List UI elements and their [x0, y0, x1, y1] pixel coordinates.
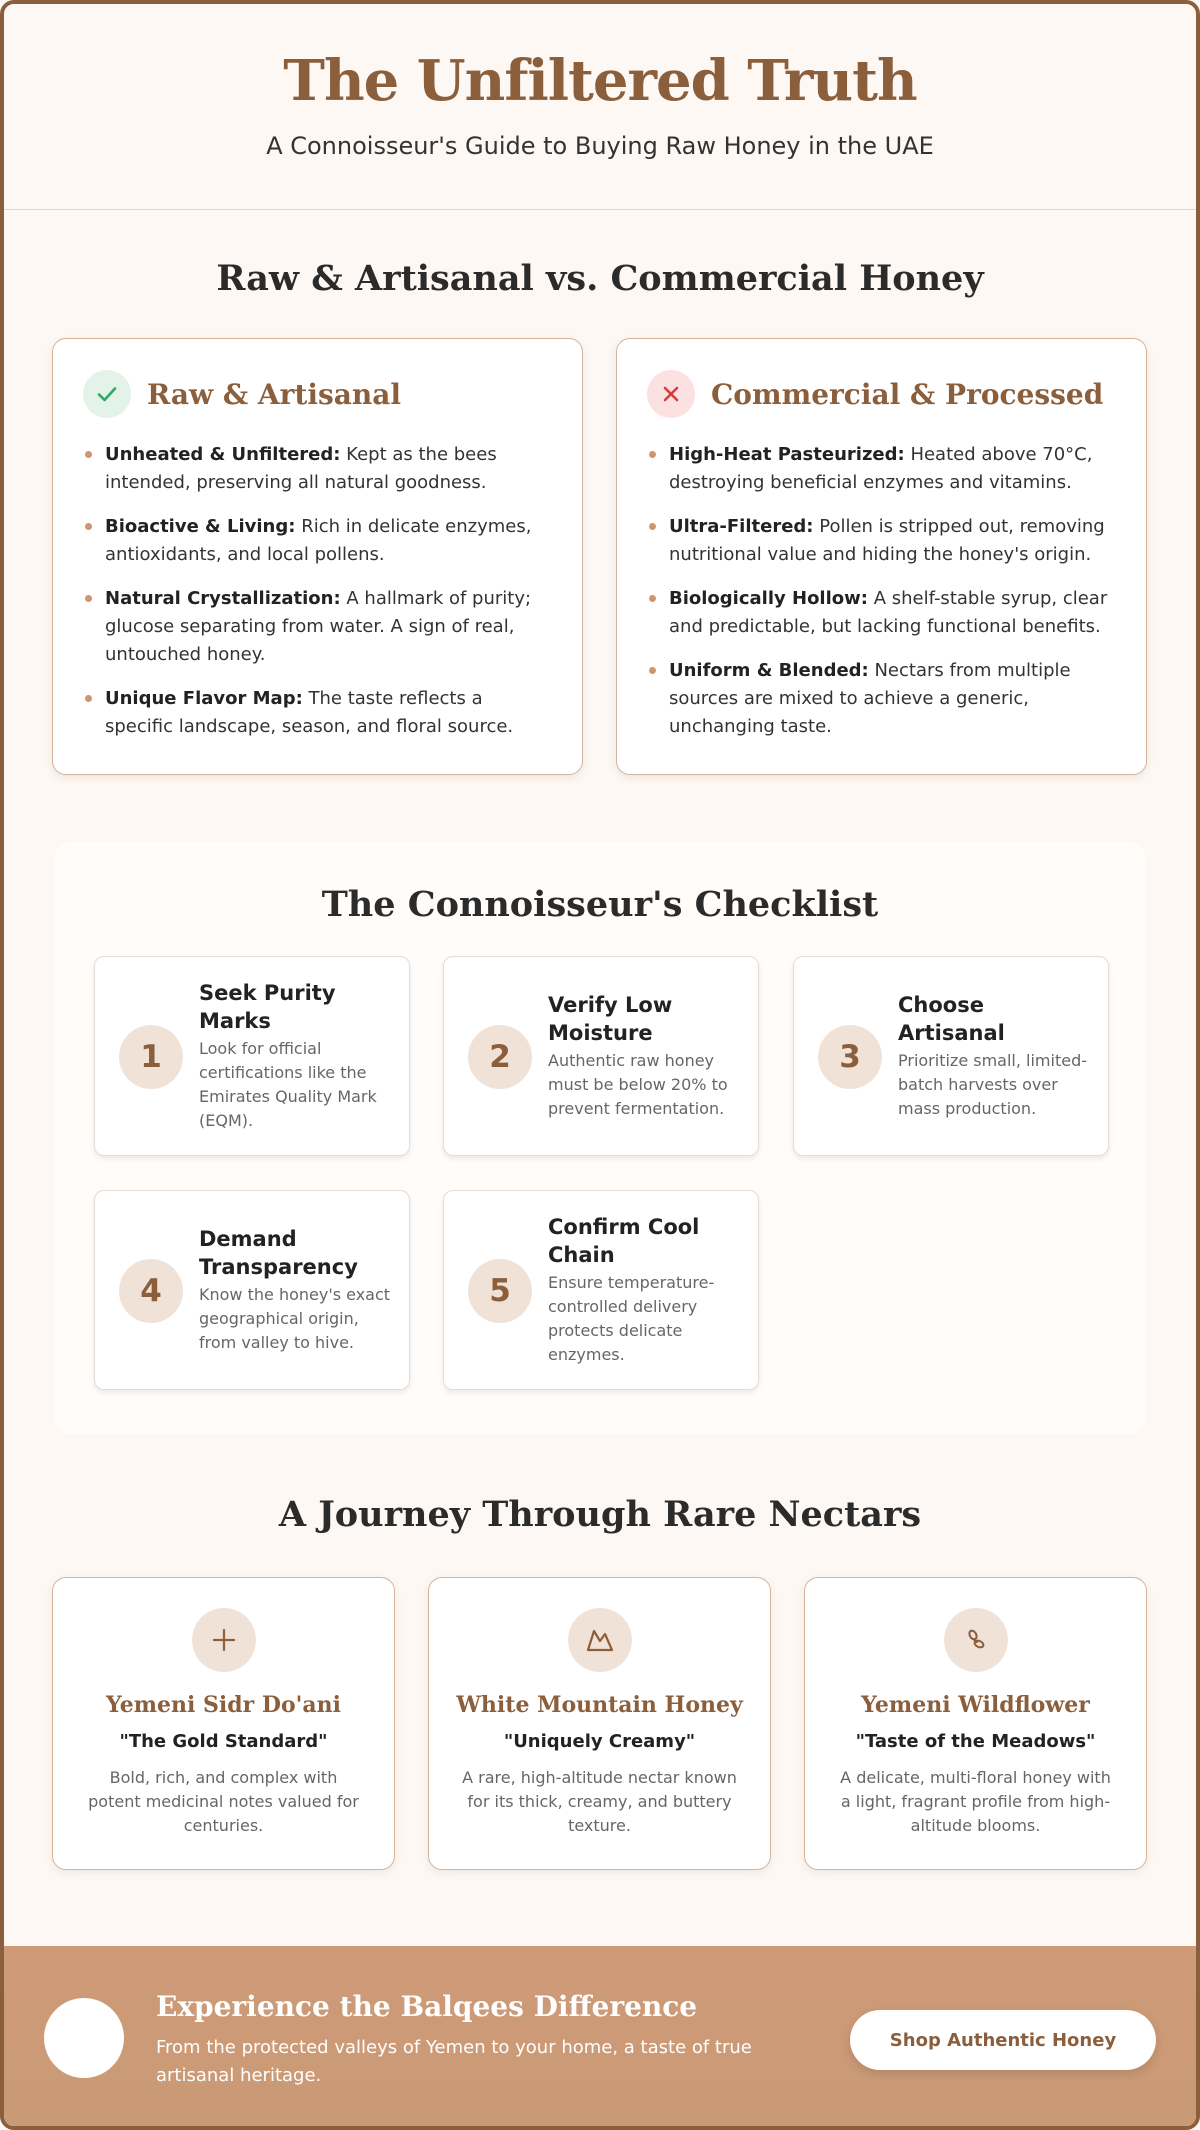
commercial-card-title: Commercial & Processed [711, 377, 1104, 411]
nectar-name: Yemeni Wildflower [861, 1692, 1090, 1718]
step-desc: Prioritize small, limited-batch harvests over mass production. [898, 1051, 1088, 1118]
raw-card-title: Raw & Artisanal [147, 377, 402, 411]
step-title: Confirm Cool Chain [548, 1215, 700, 1267]
nectar-desc: A delicate, multi-floral honey with a light, fragrant profile from high-altitude blooms. [840, 1768, 1111, 1835]
step-desc: Look for official certifications like the Emirates Quality Mark (EQM). [199, 1039, 377, 1130]
cta-banner [4, 1946, 1196, 2130]
step-number: 2 [468, 1025, 532, 1089]
checklist-panel [54, 842, 1146, 1434]
step-desc: Ensure temperature-controlled delivery protects delicate enzymes. [548, 1273, 715, 1364]
mountain-icon [568, 1608, 632, 1672]
nectar-tagline: "The Gold Standard" [119, 1731, 328, 1752]
nectar-card [52, 1577, 395, 1870]
raw-card [52, 338, 583, 775]
step-number: 1 [119, 1025, 183, 1089]
checklist-step [443, 956, 759, 1156]
checklist-step [94, 956, 410, 1156]
list-item: Uniform & Blended: Nectars from multiple sources are mixed to achieve a generic, unchanging taste. [647, 657, 1116, 741]
list-item: Ultra-Filtered: Pollen is stripped out, removing nutritional value and hiding the honey's origin. [647, 513, 1116, 569]
step-desc: Know the honey's exact geographical origin, from valley to hive. [199, 1285, 391, 1352]
checklist-step [793, 956, 1109, 1156]
comparison-title: Raw & Artisanal vs. Commercial Honey [216, 258, 984, 299]
brand-logo [44, 1998, 124, 2078]
nectar-tagline: "Uniquely Creamy" [503, 1731, 696, 1752]
nectar-card [428, 1577, 771, 1870]
commercial-list [647, 441, 1116, 741]
nectar-name: Yemeni Sidr Do'ani [105, 1692, 342, 1718]
nectar-tagline: "Taste of the Meadows" [855, 1731, 1096, 1752]
nectars-title: A Journey Through Rare Nectars [278, 1494, 922, 1535]
step-desc: Authentic raw honey must be below 20% to prevent fermentation. [548, 1051, 728, 1118]
page-header [4, 4, 1196, 210]
commercial-card [616, 338, 1147, 775]
checklist-step [94, 1190, 410, 1390]
list-item: Biologically Hollow: A shelf-stable syrup, clear and predictable, but lacking functional benefits. [647, 585, 1116, 641]
page-subtitle: A Connoisseur's Guide to Buying Raw Honey in the UAE [266, 132, 934, 160]
check-icon [83, 370, 131, 418]
nectar-card [804, 1577, 1147, 1870]
nectar-name: White Mountain Honey [456, 1692, 743, 1718]
list-item: Unheated & Unfiltered: Kept as the bees intended, preserving all natural goodness. [83, 441, 552, 497]
step-title: Demand Transparency [199, 1227, 358, 1279]
step-number: 3 [818, 1025, 882, 1089]
nectar-desc: A rare, high-altitude nectar known for its thick, creamy, and buttery texture. [462, 1768, 737, 1835]
step-title: Choose Artisanal [898, 993, 1005, 1045]
checklist-title: The Connoisseur's Checklist [321, 884, 879, 925]
step-number: 5 [468, 1259, 532, 1323]
step-title: Seek Purity Marks [199, 981, 336, 1033]
flower-icon [944, 1608, 1008, 1672]
checklist-step [443, 1190, 759, 1390]
list-item: Unique Flavor Map: The taste reflects a specific landscape, season, and floral source. [83, 685, 552, 741]
page-title: The Unfiltered Truth [283, 48, 917, 114]
step-title: Verify Low Moisture [548, 993, 673, 1045]
list-item: High-Heat Pasteurized: Heated above 70°C, destroying beneficial enzymes and vitamins. [647, 441, 1116, 497]
cta-desc: From the protected valleys of Yemen to your home, a taste of true artisanal heritage. [156, 2037, 752, 2086]
x-icon [647, 370, 695, 418]
raw-list [83, 441, 552, 741]
list-item: Bioactive & Living: Rich in delicate enzymes, antioxidants, and local pollens. [83, 513, 552, 569]
cta-title: Experience the Balqees Difference [156, 1990, 698, 2023]
nectar-desc: Bold, rich, and complex with potent medicinal notes valued for centuries. [88, 1768, 359, 1835]
list-item: Natural Crystallization: A hallmark of purity; glucose separating from water. A sign of real, untouched honey. [83, 585, 552, 669]
step-number: 4 [119, 1259, 183, 1323]
shop-button[interactable]: Shop Authentic Honey [850, 2010, 1156, 2070]
plus-icon [192, 1608, 256, 1672]
